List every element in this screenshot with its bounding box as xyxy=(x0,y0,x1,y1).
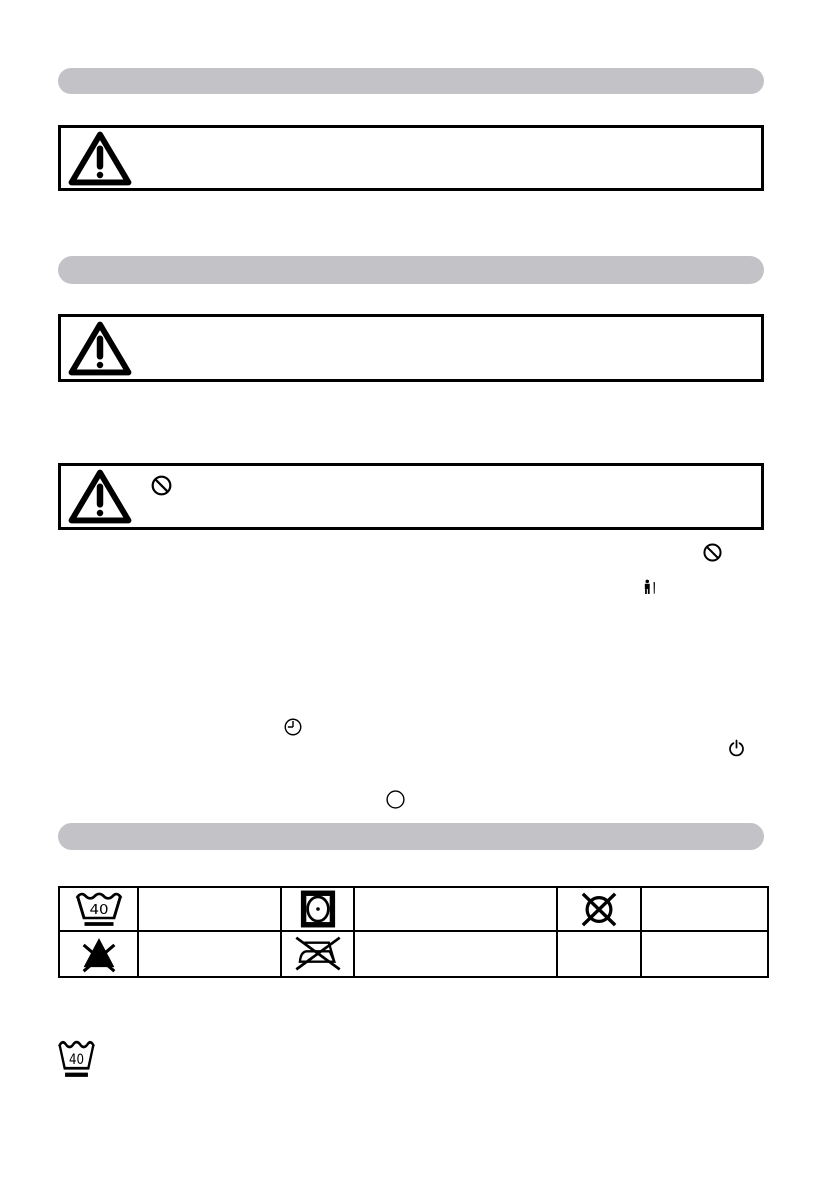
care-symbols-table xyxy=(58,886,769,978)
wash-40-cell xyxy=(59,887,138,931)
clock-icon xyxy=(283,717,303,737)
do-not-dry-clean-cell xyxy=(557,887,641,931)
wash-40-icon xyxy=(56,1039,97,1078)
wash-temp-label: 40 xyxy=(68,1052,85,1069)
do-not-iron-cell xyxy=(281,931,354,977)
section-heading-bar-3 xyxy=(58,823,764,850)
tumble-dry-description-cell xyxy=(354,887,557,931)
do-not-bleach-cell xyxy=(59,931,138,977)
wash-40-icon xyxy=(73,891,125,927)
prohibition-icon xyxy=(150,474,173,497)
tumble-dry-one-dot-icon xyxy=(300,890,336,928)
person-standing-icon xyxy=(642,579,659,595)
warning-box-3 xyxy=(58,463,764,530)
table-row xyxy=(59,887,768,931)
wash-40-description-cell xyxy=(138,887,281,931)
warning-triangle-icon xyxy=(64,320,136,377)
do-not-dry-clean-description-cell xyxy=(641,887,768,931)
wash-temp-label: 40 xyxy=(88,903,109,918)
circle-outline-icon xyxy=(385,789,406,810)
warning-box-2 xyxy=(58,314,764,382)
warning-triangle-icon xyxy=(64,468,136,525)
section-heading-bar-2 xyxy=(58,256,764,284)
do-not-bleach-description-cell xyxy=(138,931,281,977)
tumble-dry-cell xyxy=(281,887,354,931)
table-row xyxy=(59,931,768,977)
section-heading-bar-1 xyxy=(58,68,764,94)
empty-cell xyxy=(641,931,768,977)
empty-cell xyxy=(557,931,641,977)
prohibition-icon xyxy=(702,542,723,563)
do-not-bleach-icon xyxy=(78,935,120,973)
warning-triangle-icon xyxy=(64,130,136,187)
do-not-iron-description-cell xyxy=(354,931,557,977)
do-not-dry-clean-icon xyxy=(573,890,625,928)
power-icon xyxy=(727,738,746,758)
do-not-iron-icon xyxy=(292,935,344,973)
warning-box-1 xyxy=(58,125,764,191)
